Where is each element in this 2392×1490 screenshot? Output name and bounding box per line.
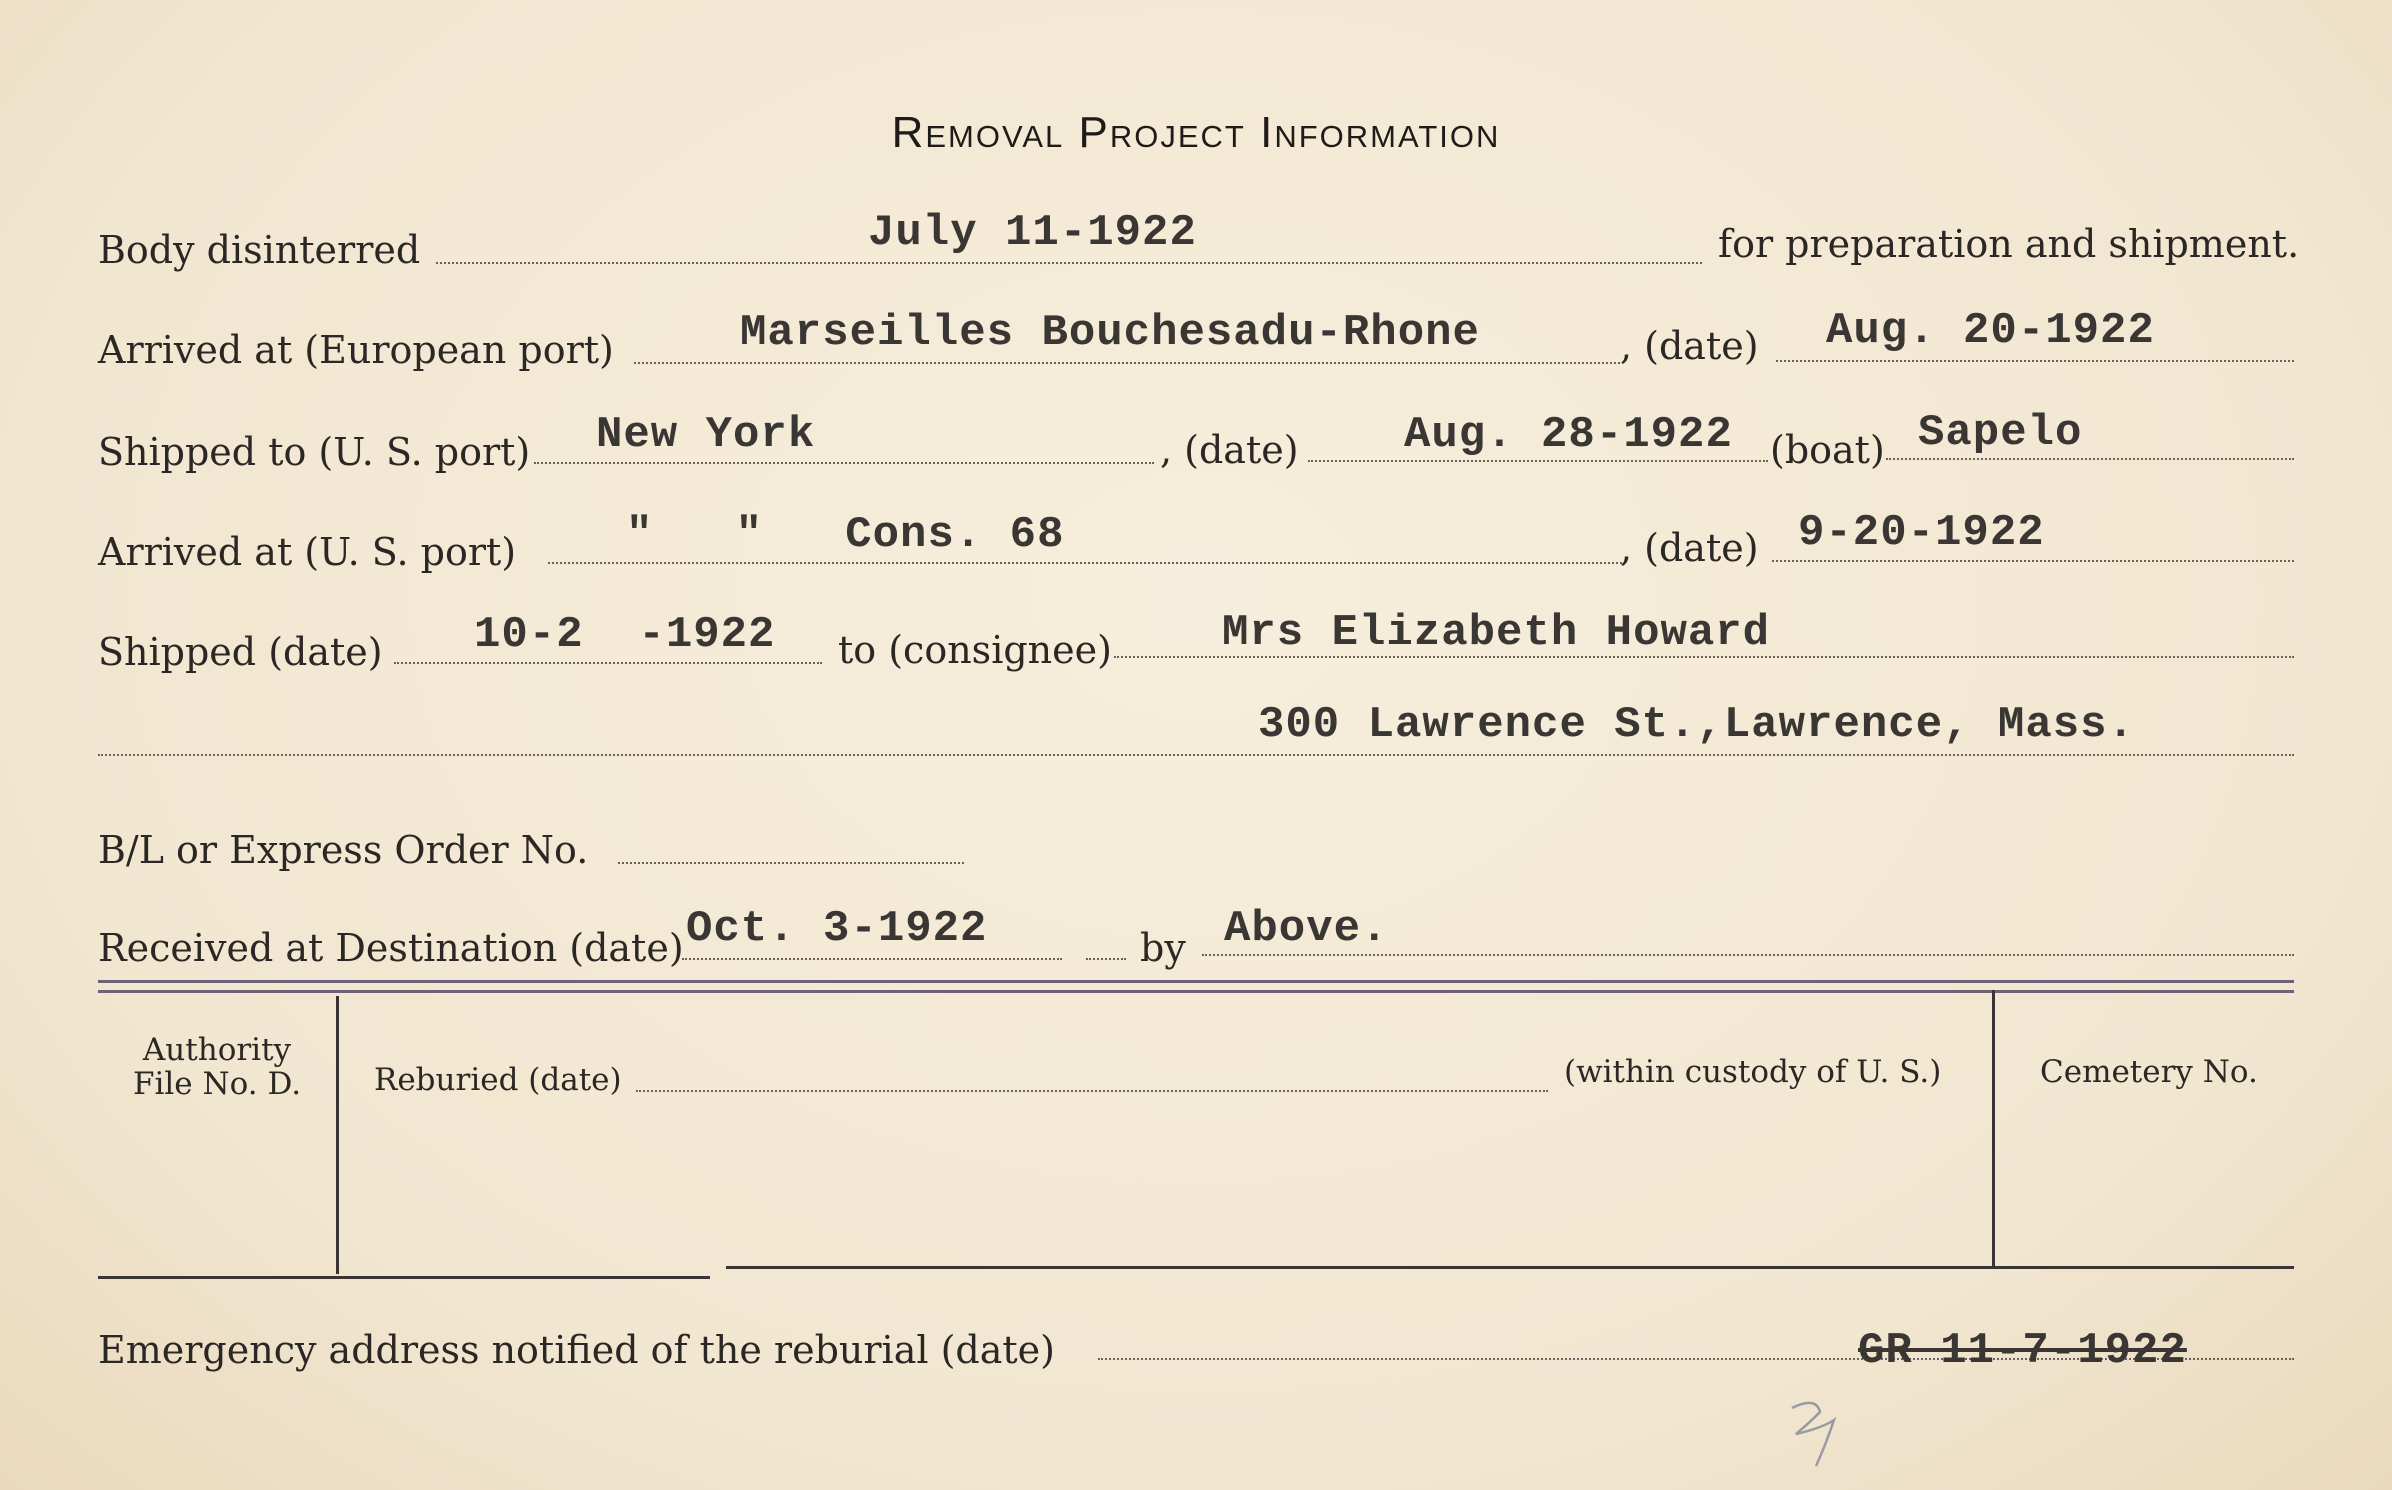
bl-label: B/L or Express Order No.: [98, 828, 589, 872]
boat-value: Sapelo: [1918, 408, 2083, 458]
euro-port-value: Marseilles Bouchesadu-Rhone: [740, 308, 1480, 358]
arrived-us-date-label: , (date): [1620, 526, 1759, 570]
by-value: Above.: [1224, 904, 1389, 954]
authority-line1: Authority: [142, 1032, 292, 1068]
shipped-label: Shipped (date): [98, 630, 383, 674]
authority-line2: File No. D.: [132, 1066, 302, 1102]
disinterred-label: Body disinterred: [98, 228, 421, 272]
card-title: Removal Project Information: [891, 108, 1501, 157]
euro-date-line: [1776, 360, 2294, 362]
by-label: by: [1140, 926, 1186, 970]
consignee-label: to (consignee): [838, 628, 1112, 672]
bl-line: [618, 862, 964, 864]
custody-label: (within custody of U. S.): [1564, 1054, 1942, 1090]
boat-label: (boat): [1770, 428, 1885, 472]
arrived-us-date-line: [1772, 560, 2294, 562]
by-line: [1202, 954, 2294, 956]
emergency-label: Emergency address notified of the reburial (date): [98, 1328, 1055, 1372]
box-divider-left: [336, 996, 339, 1274]
reburied-line: [636, 1090, 1548, 1092]
shipped-line: [394, 662, 822, 664]
euro-port-label: Arrived at (European port): [98, 328, 614, 372]
pencil-mark-icon: [1786, 1394, 1846, 1474]
disinterred-line: [436, 262, 1702, 264]
address-value: 300 Lawrence St.,Lawrence, Mass.: [1258, 700, 2135, 750]
address-line: [98, 754, 2294, 756]
box-bottom-rule-left: [98, 1276, 710, 1279]
arrived-us-value: " " Cons. 68: [626, 510, 1065, 560]
consignee-value: Mrs Elizabeth Howard: [1222, 608, 1771, 658]
us-port-line: [534, 462, 1154, 464]
received-value: Oct. 3-1922: [686, 904, 988, 954]
arrived-us-label: Arrived at (U. S. port): [98, 530, 517, 574]
euro-date-label: , (date): [1620, 324, 1759, 368]
disinterred-suffix: for preparation and shipment.: [1718, 222, 2300, 266]
us-port-label: Shipped to (U. S. port): [98, 430, 531, 474]
box-top-rule-2: [98, 990, 2294, 993]
disinterred-value: July 11-1922: [868, 208, 1197, 258]
cemetery-label: Cemetery No.: [2040, 1054, 2258, 1090]
box-top-rule-1: [98, 980, 2294, 983]
euro-port-line: [634, 362, 1620, 364]
received-label: Received at Destination (date): [98, 926, 684, 970]
received-gap-line: [1086, 958, 1126, 960]
arrived-us-line: [548, 562, 1622, 564]
reburied-label: Reburied (date): [374, 1062, 622, 1098]
euro-date-value: Aug. 20-1922: [1826, 306, 2155, 356]
us-date-value: Aug. 28-1922: [1404, 410, 1733, 460]
received-line: [682, 958, 1062, 960]
shipped-value: 10-2 -1922: [474, 610, 776, 660]
emergency-value: GR 11-7-1922: [1858, 1326, 2187, 1376]
us-date-line: [1308, 460, 1768, 462]
us-date-label: , (date): [1160, 428, 1299, 472]
arrived-us-date-value: 9-20-1922: [1798, 508, 2045, 558]
box-bottom-rule-right: [726, 1266, 2294, 1269]
boat-line: [1886, 458, 2294, 460]
box-divider-right: [1992, 990, 1995, 1266]
us-port-value: New York: [596, 410, 816, 460]
